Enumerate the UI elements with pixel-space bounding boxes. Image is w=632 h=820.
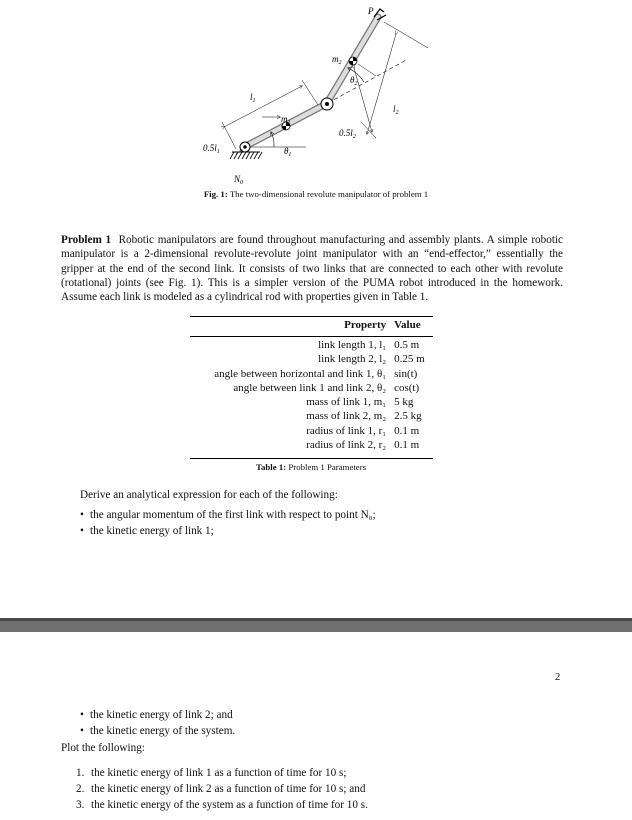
table-row: radius of link 2, r₂ 0.1 m [306, 439, 420, 452]
label-l1: $l_1$ [250, 92, 256, 104]
label-theta1: $\theta_1$ [284, 146, 292, 158]
table-caption: Table 1: Problem 1 Parameters [255, 462, 367, 472]
list-item: • the kinetic energy of link 1; [80, 523, 376, 539]
label-m1: $m_1$ [281, 114, 291, 126]
parameters-table [190, 316, 433, 452]
list-item: 3. the kinetic energy of the system as a function of time for 10 s. [76, 799, 368, 811]
page-2 [0, 632, 632, 820]
label-l2: $l_2$ [393, 104, 399, 116]
derive-list-page2 [80, 707, 235, 739]
list-item: • the kinetic energy of link 2; and [80, 707, 235, 723]
label-n0: $N_0$ [234, 174, 244, 186]
derive-intro: Derive an analytical expression for each of the following: [80, 489, 338, 501]
label-p: P [368, 6, 374, 16]
ground-hatch [230, 152, 262, 159]
dimension-l2 [361, 22, 428, 138]
plot-list [76, 765, 368, 813]
table-rule-bottom [190, 458, 433, 459]
problem-heading: Problem 1 [61, 234, 112, 246]
list-item: 1. the kinetic energy of link 1 as a function of time for 10 s; [76, 767, 347, 779]
page-number: 2 [555, 672, 561, 683]
label-half-l2: $0.5l_2$ [339, 128, 356, 140]
label-m2: $m_2$ [332, 54, 342, 66]
list-item: 2. the kinetic energy of link 2 as a function of time for 10 s; and [76, 783, 366, 795]
plot-intro: Plot the following: [61, 742, 145, 754]
label-half-l1: $0.5l_1$ [203, 143, 220, 155]
label-theta2: $\theta_2$ [350, 75, 358, 87]
list-item: • the angular momentum of the first link with respect to point N₀; [80, 507, 376, 523]
table-row: radius of link 1, r₁ 0.1 m [306, 424, 420, 437]
table-row: mass of link 2, m₂ 2.5 kg [306, 410, 422, 423]
manipulator-figure [196, 4, 432, 190]
problem-statement [61, 233, 563, 304]
figure-caption: Fig. 1: The two-dimensional revolute manipulator of problem 1 [203, 189, 429, 199]
table-row: angle between horizontal and link 1, θ₁ sin(t) [214, 367, 418, 380]
table-row: mass of link 1, m₁ 5 kg [306, 396, 414, 409]
table-row: link length 2, l₂ 0.25 m [318, 353, 425, 366]
table-row: link length 1, l₁ 0.5 m [318, 339, 420, 351]
list-item: • the kinetic energy of the system. [80, 723, 235, 739]
table-row: angle between link 1 and link 2, θ₂ cos(t) [233, 381, 420, 394]
com-2-marker [349, 57, 357, 65]
problem-text: Robotic manipulators are found throughout manufacturing and assembly plants. A simple robotic manipulator is a 2-dimensional revolute-revolute joint manipulator with an “end-effector,” essentially the gripper at the end of the second link. It consists of two links that are connected to each other with revolute (rotational) joints (see Fig. 1). This is a simpler version of the PUMA robot introduced in the homework. Assume each link is modeled as a cylindrical rod with properties given in Table 1. [61, 234, 564, 304]
derive-list-page1 [80, 507, 376, 539]
table-header-row: Property Value [344, 319, 421, 331]
page-separator-edge [0, 618, 632, 621]
